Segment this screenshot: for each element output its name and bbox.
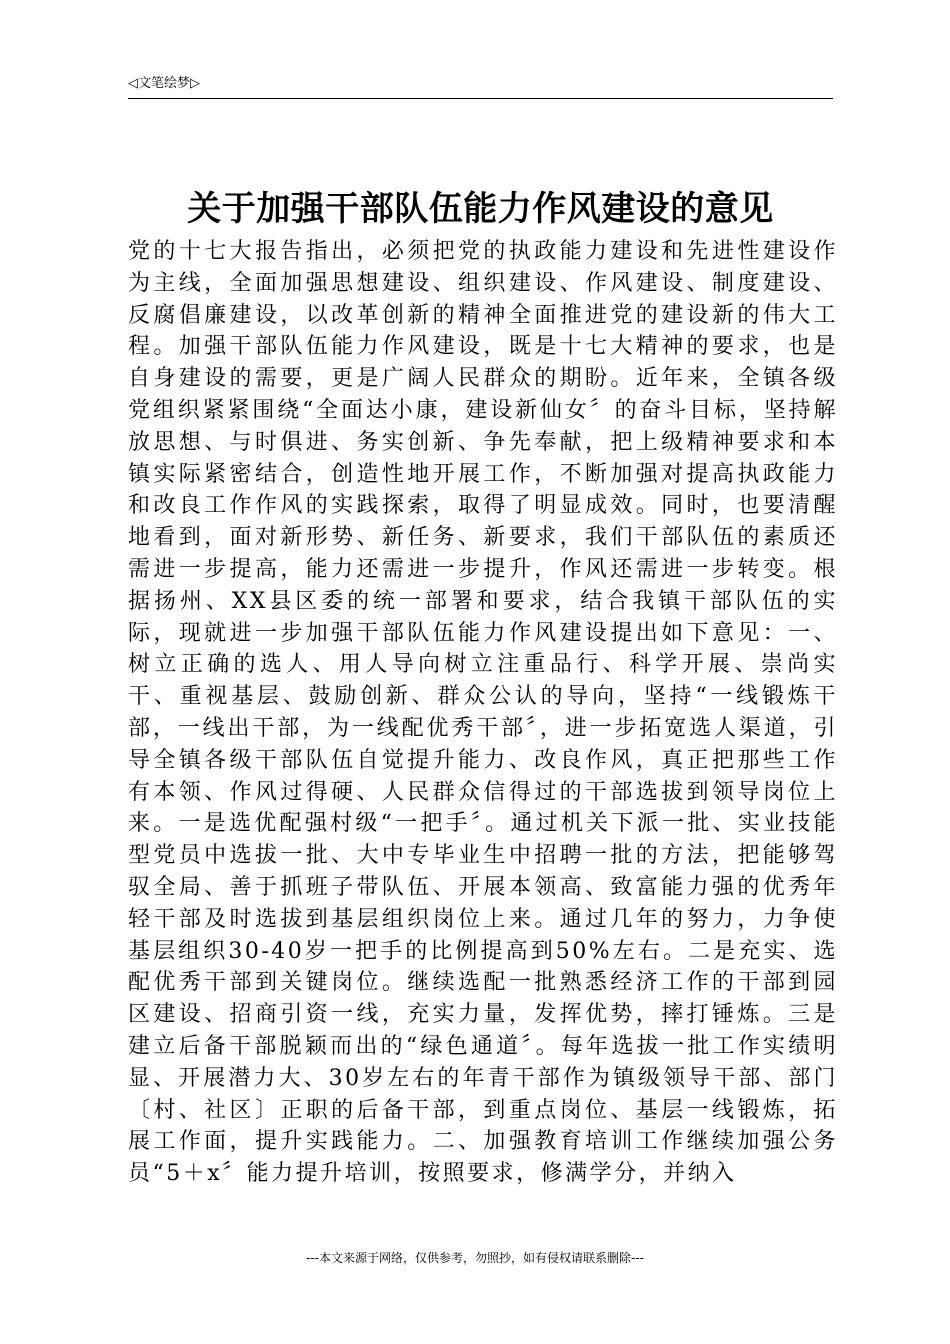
document-body: 党的十七大报告指出，必须把党的执政能力建设和先进性建设作为主线，全面加强思想建设、组织建设、作风建设、制度建设、反腐倡廉建设，以改革创新的精神全面推进党的建设新的伟大工程。加强干部队伍能力作风建设，既是十七大精神的要求，也是自身建设的需要，更是广阔人民群众的期盼。近年来，全镇各级党组织紧紧围绕“全面达小康，建设新仙女〞的奋斗目标，坚持解放思想、与时俱进、务实创新、争先奉献，把上级精神要求和本镇实际紧密结合，创造性地开展工作，不断加强对提高执政能力和改良工作作风的实践探索，取得了明显成效。同时，也要清醒地看到，面对新形势、新任务、新要求，我们干部队伍的素质还需进一步提高，能力还需进一步提升，作风还需进一步转变。根据扬州、XX县区委的统一部署和要求，结合我镇干部队伍的实际，现就进一步加强干部队伍能力作风建设提出如下意见：一、树立正确的选人、用人导向树立注重品行、科学开展、崇尚实干、重视基层、鼓励创新、群众公认的导向，坚持“一线锻炼干部，一线出干部，为一线配优秀干部〞，进一步拓宽选人渠道，引导全镇各级干部队伍自觉提升能力、改良作风，真正把那些工作有本领、作风过得硬、人民群众信得过的干部选拔到领导岗位上来。一是选优配强村级“一把手〞。通过机关下派一批、实业技能型党员中选拔一批、大中专毕业生中招聘一批的方法，把能够驾驭全局、善于抓班子带队伍、开展本领高、致富能力强的优秀年轻干部及时选拔到基层组织岗位上来。通过几年的努力，力争使基层组织30-40岁一把手的比例提高到50%左右。二是充实、选配优秀干部到关键岗位。继续选配一批熟悉经济工作的干部到园区建设、招商引资一线，充实力量，发挥优势，摔打锤炼。三是建立后备干部脱颖而出的“绿色通道〞。每年选拔一批工作实绩明显、开展潜力大、30岁左右的年青干部作为镇级领导干部、部门〔村、社区〕正职的后备干部，到重点岗位、基层一线锻炼，拓展工作面，提升实践能力。二、加强教育培训工作继续加强公务员“5＋x〞能力提升培训，按照要求，修满学分，并纳入	[128, 239, 838, 1187]
page-header	[128, 74, 833, 99]
page-footer: ---本文来源于网络，仅供参考，勿照抄，如有侵权请联系删除---	[306, 1251, 644, 1265]
header-label: ◁文笔绘梦▷	[128, 76, 200, 91]
document-title: 关于加强干部队伍能力作风建设的意见	[187, 189, 774, 229]
